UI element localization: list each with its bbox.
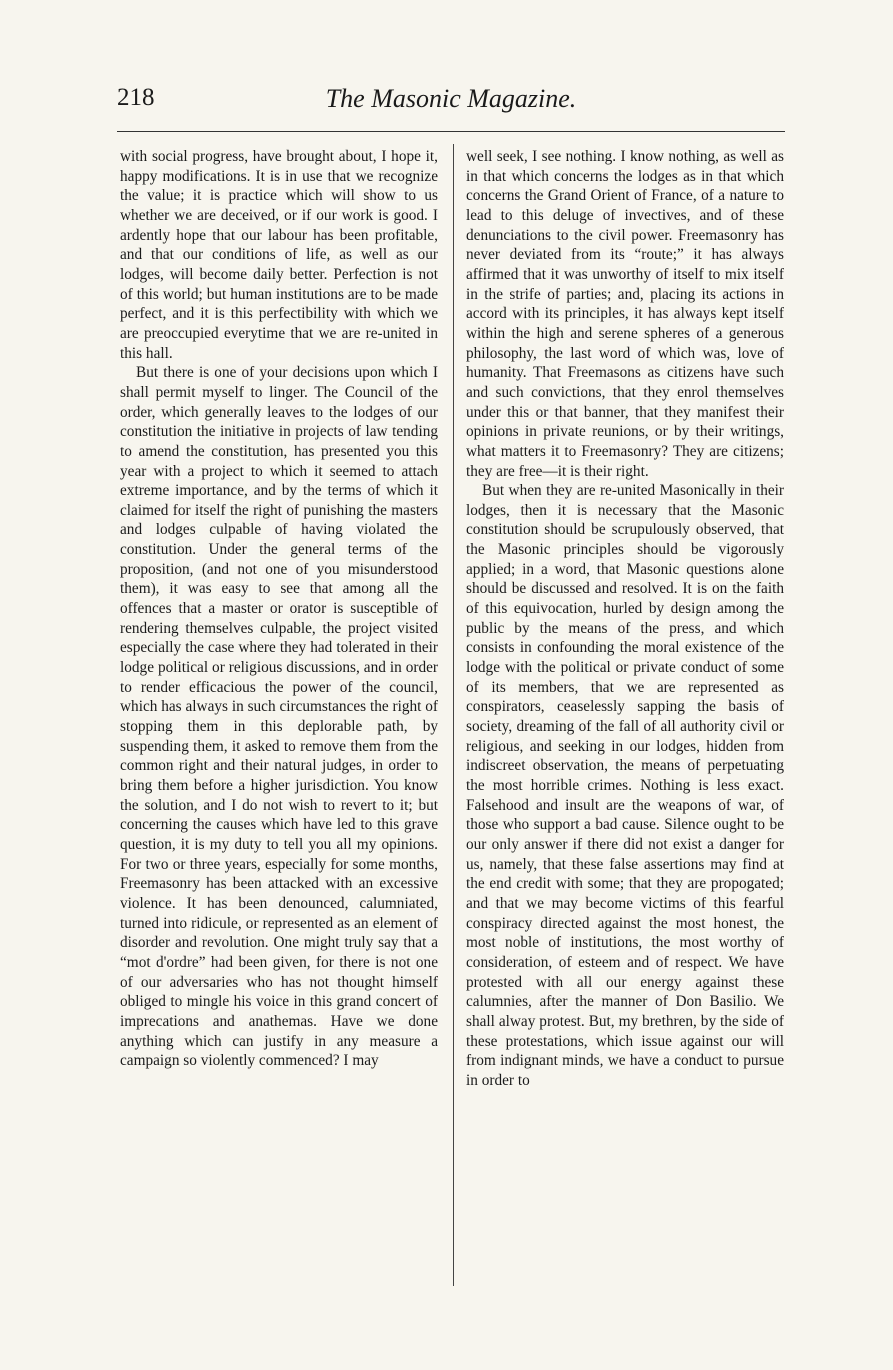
right-paragraph-1: well seek, I see nothing. I know nothing, as well as in that which concerns the lodges as in that which concerns the Grand Orient of France, of a nature to lead to this deluge of invectives, and of these denunciations to the civil power. Freemasonry has never deviated from its “route;” it has always affirmed that it was unworthy of itself to mix itself in the strife of parties; and, placing its actions in accord with its principles, it has always kept itself within the high and serene spheres of a generous philosophy, the last word of which was, love of humanity. That Freemasons as citizens have such and such convictions, that they enrol themselves under this or that banner, that they manifest their opinions in private reunions, or by their writings, what matters it to Freemasonry? They are citizens; they are free—it is their right. xyxy=(466,148,784,480)
running-title: The Masonic Magazine. xyxy=(325,84,577,113)
right-column xyxy=(466,147,784,1091)
page-header xyxy=(117,84,785,120)
left-paragraph-2: But there is one of your decisions upon which I shall permit myself to linger. The Council of the order, which generally leaves to the lodges of our constitution the initiative in projects of law tending to amend the constitution, has presented you this year with a project to which it seemed to attach extreme importance, and by the terms of which it claimed for itself the right of punishing the masters and lodges culpable of having violated the constitution. Under the general terms of the proposition, (and not one of you misunderstood them), it was easy to see that among all the offences that a master or orator is susceptible of rendering themselves culpable, the project visited especially the case where they had tolerated in their lodge political or religious discussions, and in order to render efficacious the power of the council, which has always in such circumstances the right of stopping them in this deplorable path, by suspending them, it asked to remove them from the common right and their natural judges, in order to bring them before a higher jurisdiction. You know the solution, and I do not wish to revert to it; but concerning the causes which have led to this grave question, it is my duty to tell you all my opinions. For two or three years, especially for some months, Freemasonry has been attacked with an excessive violence. It has been denounced, calumniated, turned into ridicule, or represented as an element of disorder and revolution. One might truly say that a “mot d'ordre” had been given, for there is not one of our adversaries who has not thought himself obliged to mingle his voice in this grand concert of imprecations and anathemas. Have we done anything which can justify in any measure a campaign so violently commenced? I may xyxy=(120,364,438,1070)
left-paragraph-1: with social progress, have brought about, I hope it, happy modifications. It is in use that we recognize the value; it is practice which will show to us whether we are deceived, or if our work is good. I ardently hope that our labour has been profitable, and that our conditions of life, as well as our lodges, will become daily better. Perfection is not of this world; but human institutions are to be made perfect, and it is this perfectibility with which we are preoccupied everytime that we are re-united in this hall. xyxy=(120,148,438,362)
column-divider xyxy=(453,144,454,1286)
right-paragraph-2: But when they are re-united Masonically in their lodges, then it is necessary that the Masonic constitution should be scrupulously observed, that the Masonic principles should be vigorously applied; in a word, that Masonic questions alone should be discussed and resolved. It is on the faith of this equivocation, hurled by design among the public by the means of the press, and which consists in confounding the moral existence of the lodge with the political or private conduct of some of its members, that we are represented as conspirators, ceaselessly sapping the basis of society, dreaming of the fall of all authority civil or religious, and seeking in our lodges, hidden from indiscreet observation, the means of perpetuating the most horrible crimes. Nothing is less exact. Falsehood and insult are the weapons of war, of those who support a bad cause. Silence ought to be our only answer if there did not exist a danger for us, namely, that these false assertions may find at the end credit with some; that they are propogated; and that we may become victims of this fearful conspiracy directed against the most honest, the most noble of institutions, the most worthy of consideration, of esteem and of respect. We have protested with all our energy against these calumnies, after the manner of Don Basilio. We shall alway protest. But, my brethren, by the side of these protestations, which issue against our will from indignant minds, we have a conduct to pursue in order to xyxy=(466,482,784,1089)
left-column xyxy=(120,147,438,1071)
page-number: 218 xyxy=(117,84,155,111)
header-rule xyxy=(117,131,785,132)
